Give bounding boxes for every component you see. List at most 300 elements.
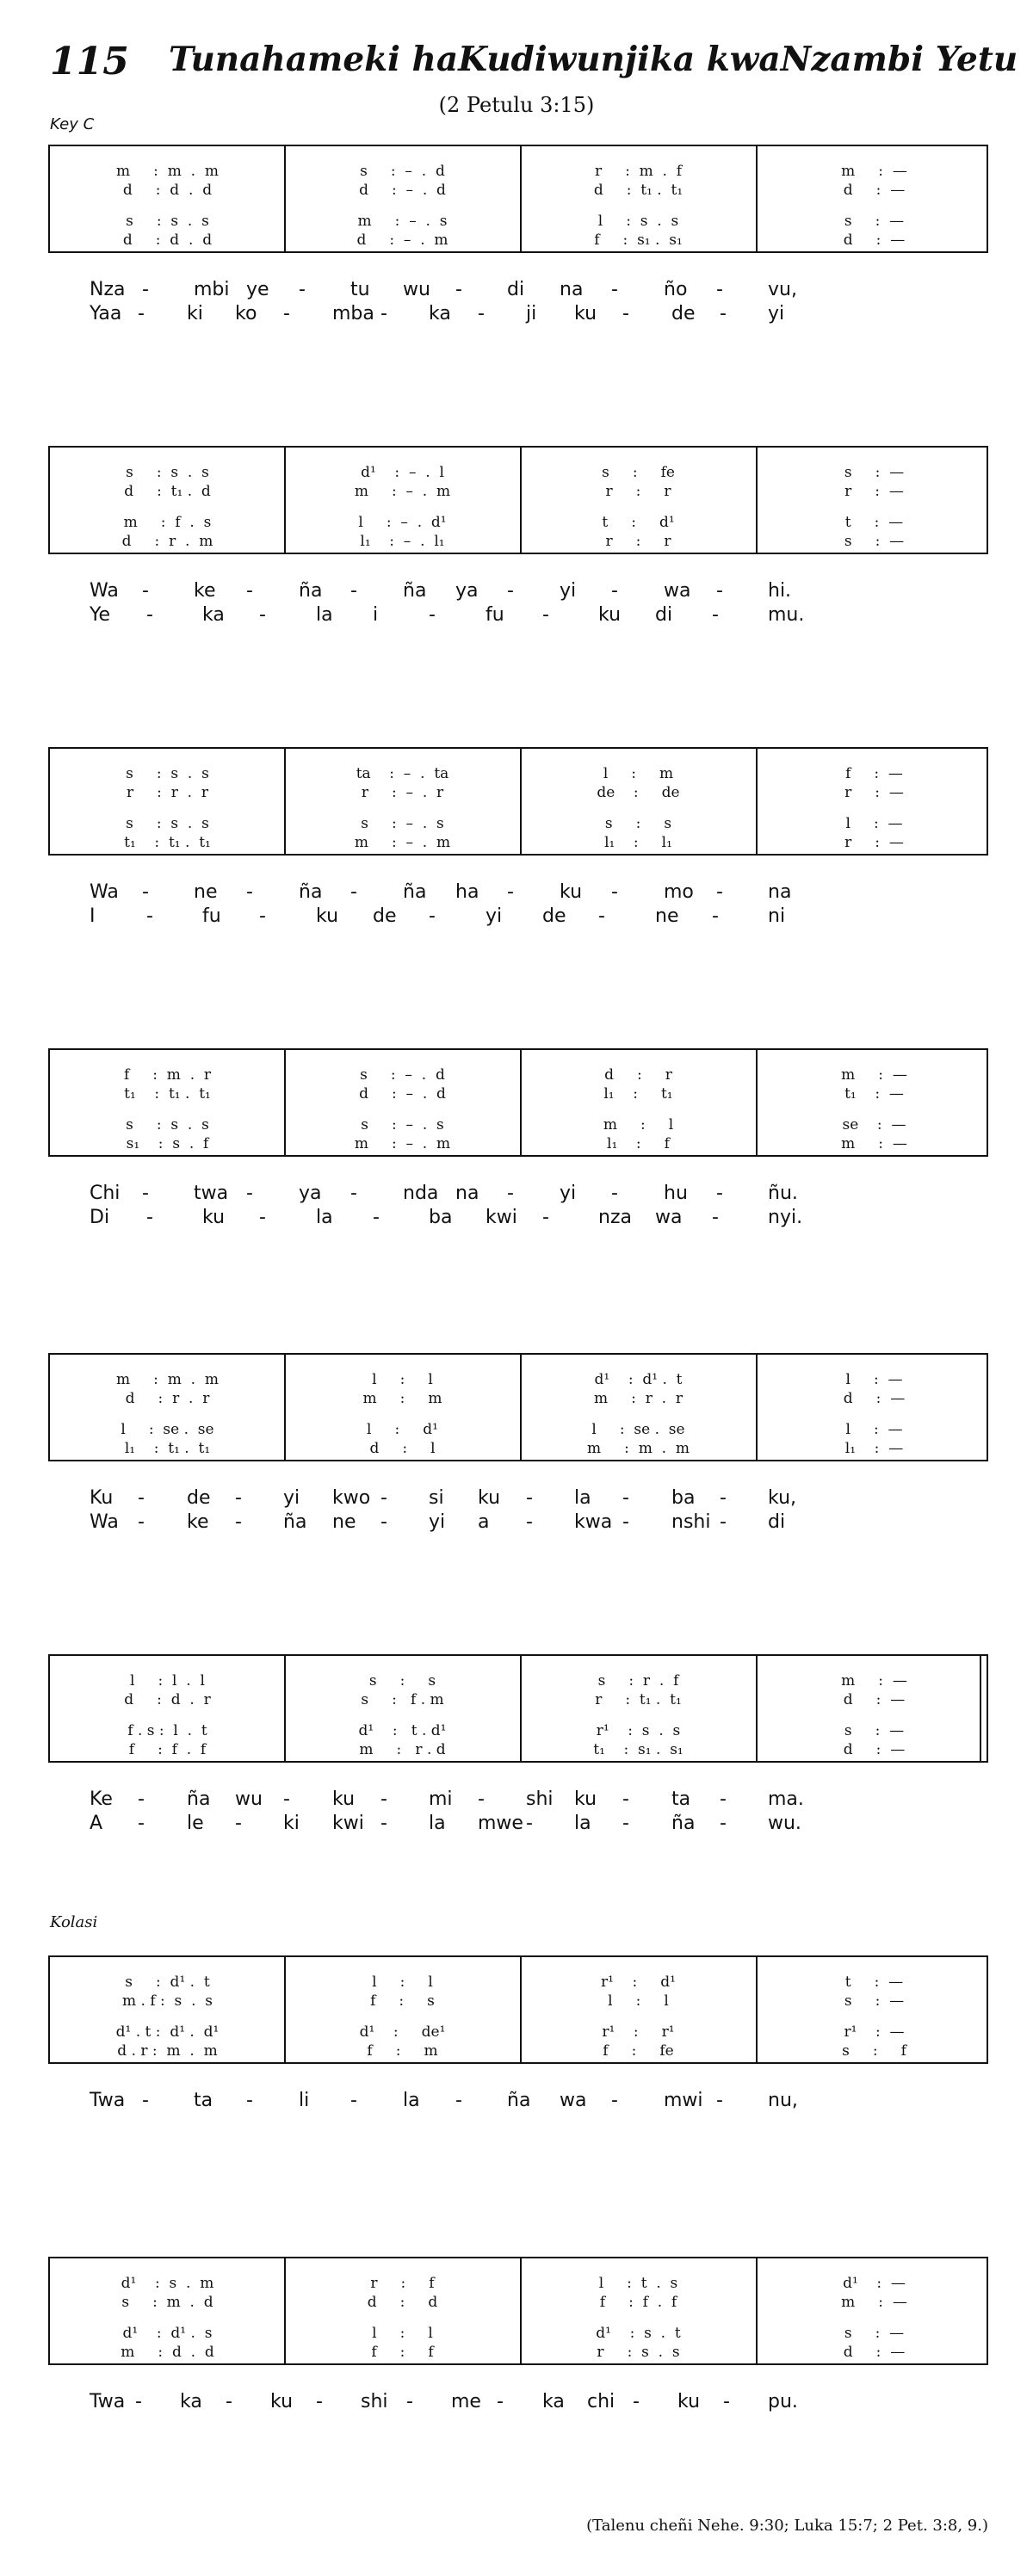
solfa-notes: m : m . m	[587, 1440, 690, 1457]
lyric-syllable: ña	[507, 2090, 531, 2111]
solfa-notes: s : r . f	[597, 1672, 679, 1690]
lyric-syllable: la	[429, 1813, 446, 1834]
solfa-notes: d : —	[843, 1691, 906, 1708]
lyric-syllable: kwo	[332, 1487, 371, 1509]
lyric-syllable: fu	[486, 604, 504, 626]
solfa-notes: l : t . s	[598, 2275, 678, 2292]
lyric-syllable: de	[671, 303, 696, 324]
lyric-syllable: mu.	[768, 604, 805, 626]
lyric-syllable: ña	[403, 881, 427, 903]
solfa-notes: r¹ : d¹	[600, 1974, 676, 1991]
lyric-syllable: nza	[598, 1207, 632, 1228]
lyric-syllable: -	[142, 580, 149, 602]
solfa-notes: f : f . f	[599, 2294, 677, 2311]
lyric-syllable: ki	[283, 1813, 300, 1834]
lyric-syllable: -	[246, 1183, 253, 1204]
solfa-notes: s : —	[844, 2325, 905, 2342]
lyric-syllable: ba	[429, 1207, 453, 1228]
lyric-syllable: yi	[486, 905, 503, 927]
lyric-syllable: ku,	[768, 1487, 796, 1509]
solfa-notes: d : d . d	[122, 232, 213, 249]
lyric-syllable: wu	[403, 279, 430, 300]
lyric-syllable: -	[526, 1511, 533, 1533]
lyric-syllable: yi	[560, 1183, 577, 1204]
lyric-syllable: -	[350, 1183, 357, 1204]
lyric-syllable: Wa	[90, 1511, 119, 1533]
lyric-syllable: wa	[664, 580, 691, 602]
solfa-notes: r : m . f	[594, 163, 683, 180]
solfa-notes: m : – . s	[357, 213, 448, 230]
lyric-syllable: -	[716, 279, 723, 300]
lyric-syllable: pu.	[768, 2391, 798, 2412]
hymn-number: 115	[50, 40, 129, 83]
lyric-syllable: ma.	[768, 1788, 804, 1810]
music-system-8	[48, 2257, 988, 2365]
lyric-syllable: -	[235, 1511, 242, 1533]
lyric-syllable: Di	[90, 1207, 110, 1228]
lyric-syllable: -	[723, 2391, 730, 2412]
solfa-notes: d : —	[843, 182, 906, 199]
lyric-syllable: -	[380, 303, 387, 324]
solfa-notes: l : —	[845, 1371, 903, 1388]
solfa-notes: f : s	[370, 1992, 435, 2010]
solfa-notes: s : —	[844, 533, 905, 550]
solfa-notes: s : —	[844, 1722, 905, 1739]
solfa-notes: r : r	[605, 533, 671, 550]
lyric-syllable: Ye	[90, 604, 111, 626]
lyric-syllable: -	[455, 279, 462, 300]
solfa-notes: s : s . s	[126, 464, 209, 481]
lyric-syllable: -	[720, 1487, 727, 1509]
solfa-notes: s : s	[604, 815, 672, 832]
lyric-syllable: Nza	[90, 279, 126, 300]
lyric-syllable: ña	[299, 580, 323, 602]
solfa-notes: d¹ : d¹ . s	[122, 2325, 213, 2342]
lyric-syllable: -	[246, 881, 253, 903]
lyric-syllable: la	[574, 1813, 591, 1834]
lyric-syllable: ya	[455, 580, 479, 602]
solfa-notes: r¹ : r¹	[602, 2023, 675, 2041]
lyric-syllable: ka	[202, 604, 225, 626]
solfa-notes: de : de	[597, 784, 680, 801]
solfa-notes: r : f	[370, 2275, 435, 2292]
lyric-syllable: -	[259, 1207, 266, 1228]
lyric-syllable: -	[622, 1487, 629, 1509]
lyric-syllable: -	[716, 1183, 723, 1204]
lyric-syllable: -	[380, 1511, 387, 1533]
lyric-syllable: la	[316, 1207, 333, 1228]
lyric-syllable: tu	[350, 279, 370, 300]
lyric-syllable: nshi	[671, 1511, 711, 1533]
lyric-syllable: shi	[361, 2391, 388, 2412]
lyric-syllable: me	[451, 2391, 481, 2412]
solfa-notes: t : —	[844, 1974, 904, 1991]
lyric-syllable: ke	[187, 1511, 209, 1533]
lyric-syllable: ni	[768, 905, 786, 927]
lyric-syllable: ta	[194, 2090, 213, 2111]
lyric-syllable: -	[622, 1511, 629, 1533]
lyric-syllable: nu,	[768, 2090, 798, 2111]
lyric-syllable: -	[138, 303, 145, 324]
solfa-notes: r : r . r	[127, 784, 208, 801]
lyric-syllable: -	[611, 1183, 618, 1204]
lyric-syllable: yi	[283, 1487, 300, 1509]
lyric-syllable: -	[611, 279, 618, 300]
solfa-notes: s : —	[844, 1992, 905, 2010]
lyric-syllable: di	[768, 1511, 786, 1533]
solfa-notes: l : se . se	[121, 1421, 214, 1438]
lyric-syllable: la	[574, 1487, 591, 1509]
lyric-syllable: de	[187, 1487, 211, 1509]
solfa-notes: d : – . d	[359, 1085, 446, 1103]
solfa-notes: s : s	[368, 1672, 436, 1690]
lyric-syllable: chi	[587, 2391, 615, 2412]
solfa-notes: m : f . s	[123, 514, 212, 531]
solfa-notes: l₁ : – . l₁	[360, 533, 445, 550]
solfa-notes: l : —	[845, 815, 903, 832]
lyric-syllable: si	[429, 1487, 444, 1509]
solfa-notes: f : m	[367, 2042, 438, 2060]
solfa-notes: l₁ : l₁	[604, 834, 672, 851]
lyric-syllable: ji	[526, 303, 537, 324]
lyric-syllable: a	[478, 1511, 490, 1533]
solfa-notes: m . f : s . s	[121, 1992, 213, 2010]
solfa-notes: d¹ : t . d¹	[358, 1722, 447, 1739]
lyric-syllable: nyi.	[768, 1207, 803, 1228]
lyric-syllable: nda	[403, 1183, 439, 1204]
solfa-notes: m : – . m	[354, 834, 451, 851]
solfa-notes: d¹ : – . l	[361, 464, 444, 481]
lyric-syllable: -	[598, 905, 605, 927]
lyric-syllable: -	[283, 1788, 290, 1810]
solfa-notes: m : m . m	[116, 1371, 219, 1388]
solfa-notes: r : r	[605, 483, 671, 500]
solfa-notes: t₁ : t₁ . t₁	[124, 834, 211, 851]
solfa-notes: r¹ : —	[844, 2023, 905, 2041]
lyric-syllable: ka	[180, 2391, 202, 2412]
lyric-syllable: -	[283, 303, 290, 324]
lyric-syllable: ñu.	[768, 1183, 798, 1204]
solfa-notes: d : —	[843, 232, 906, 249]
solfa-notes: r : —	[844, 483, 904, 500]
lyric-syllable: -	[712, 604, 719, 626]
lyric-syllable: di	[507, 279, 525, 300]
lyric-syllable: -	[135, 2391, 142, 2412]
solfa-notes: r : – . r	[361, 784, 444, 801]
solfa-notes: d : d . d	[122, 182, 213, 199]
lyric-syllable: ña	[403, 580, 427, 602]
lyric-syllable: ne	[332, 1511, 356, 1533]
lyric-syllable: -	[497, 2391, 504, 2412]
solfa-notes: m : m	[362, 1390, 442, 1407]
lyric-syllable: -	[350, 2090, 357, 2111]
lyric-syllable: -	[507, 580, 514, 602]
lyric-syllable: shi	[526, 1788, 554, 1810]
lyric-syllable: yi	[768, 303, 785, 324]
lyric-syllable: -	[720, 1813, 727, 1834]
solfa-notes: l₁ : —	[844, 1440, 904, 1457]
solfa-notes: l : l	[372, 2325, 433, 2342]
solfa-notes: d¹ : de¹	[359, 2023, 446, 2041]
solfa-notes: f : —	[845, 765, 903, 782]
solfa-notes: s : f	[842, 2042, 906, 2060]
solfa-notes: ta : – . ta	[356, 765, 449, 782]
solfa-notes: s : – . s	[361, 1116, 444, 1134]
lyric-syllable: ne	[655, 905, 679, 927]
lyric-syllable: Wa	[90, 580, 119, 602]
lyric-syllable: kwa	[574, 1511, 613, 1533]
lyric-syllable: vu,	[768, 279, 797, 300]
lyric-syllable: -	[138, 1813, 145, 1834]
solfa-notes: d : t₁ . d	[124, 483, 211, 500]
lyric-syllable: le	[187, 1813, 204, 1834]
solfa-notes: d : r . m	[121, 533, 213, 550]
solfa-notes: d : l	[369, 1440, 436, 1457]
lyric-syllable: -	[542, 604, 549, 626]
solfa-notes: r : —	[844, 784, 904, 801]
solfa-notes: m : l	[603, 1116, 674, 1134]
solfa-notes: m : r . r	[594, 1390, 683, 1407]
lyric-syllable: mi	[429, 1788, 453, 1810]
solfa-notes: s : s . s	[126, 213, 209, 230]
music-system-1	[48, 145, 988, 253]
lyric-syllable: ña	[187, 1788, 211, 1810]
lyric-syllable: -	[507, 1183, 514, 1204]
music-system-3	[48, 747, 988, 856]
solfa-notes: d : —	[843, 2344, 906, 2361]
solfa-notes: s : – . d	[360, 1066, 445, 1084]
lyric-syllable: ka	[429, 303, 451, 324]
lyric-syllable: na	[455, 1183, 479, 1204]
lyric-syllable: -	[246, 580, 253, 602]
lyric-syllable: -	[380, 1788, 387, 1810]
solfa-notes: s : —	[844, 464, 905, 481]
lyric-syllable: ku	[560, 881, 583, 903]
lyric-syllable: -	[142, 881, 149, 903]
lyric-syllable: ta	[671, 1788, 691, 1810]
solfa-notes: m : – . m	[354, 483, 451, 500]
solfa-notes: d : – . m	[356, 232, 448, 249]
solfa-notes: f : f	[371, 2344, 434, 2361]
solfa-notes: f : fe	[603, 2042, 674, 2060]
solfa-notes: d : —	[843, 1741, 906, 1758]
lyric-syllable: mwe	[478, 1813, 523, 1834]
lyric-syllable: ku	[202, 1207, 226, 1228]
lyric-syllable: fu	[202, 905, 221, 927]
solfa-notes: l : m	[603, 765, 674, 782]
lyric-syllable: kwi	[486, 1207, 517, 1228]
solfa-notes: d . r : m . m	[117, 2042, 218, 2060]
lyric-syllable: -	[142, 279, 149, 300]
lyric-syllable: -	[138, 1788, 145, 1810]
solfa-notes: s₁ : s . f	[126, 1135, 209, 1152]
hymn-title: Tunahameki haKudiwunjika kwaNzambi Yetu	[169, 40, 1018, 79]
lyric-syllable: -	[138, 1487, 145, 1509]
solfa-notes: d¹ : s . m	[121, 2275, 214, 2292]
solfa-notes: m : —	[841, 163, 907, 180]
chorus-label: Kolasi	[50, 1913, 98, 1931]
lyric-syllable: ka	[542, 2391, 565, 2412]
scripture-reference: (2 Petulu 3:15)	[438, 93, 595, 117]
lyric-syllable: -	[526, 1487, 533, 1509]
lyric-syllable: yi	[429, 1511, 446, 1533]
lyric-syllable: -	[259, 905, 266, 927]
lyric-syllable: de	[542, 905, 566, 927]
solfa-notes: l₁ : t₁ . t₁	[124, 1440, 211, 1457]
solfa-notes: d¹ : d¹ . t	[594, 1371, 683, 1388]
lyric-syllable: ba	[671, 1487, 696, 1509]
lyric-syllable: kwi	[332, 1813, 364, 1834]
lyric-syllable: -	[542, 1207, 549, 1228]
lyric-syllable: mo	[664, 881, 694, 903]
lyric-syllable: ya	[299, 1183, 322, 1204]
lyric-syllable: la	[316, 604, 333, 626]
lyric-syllable: ku	[270, 2391, 294, 2412]
lyric-syllable: -	[429, 905, 436, 927]
lyric-syllable: -	[259, 604, 266, 626]
lyric-syllable: ku	[574, 303, 597, 324]
solfa-notes: l₁ : f	[607, 1135, 670, 1152]
lyric-syllable: -	[226, 2391, 232, 2412]
solfa-notes: s : d¹ . t	[125, 1974, 210, 1991]
solfa-notes: d : – . d	[359, 182, 446, 199]
solfa-notes: s : —	[844, 213, 905, 230]
solfa-notes: f : s₁ . s₁	[594, 232, 683, 249]
lyric-syllable: ku	[478, 1487, 501, 1509]
lyric-syllable: -	[406, 2391, 413, 2412]
lyric-syllable: mbi	[194, 279, 230, 300]
lyric-syllable: ku	[574, 1788, 597, 1810]
lyric-syllable: -	[373, 1207, 380, 1228]
solfa-notes: r : s . s	[597, 2344, 680, 2361]
lyric-syllable: -	[716, 2090, 723, 2111]
lyric-syllable: -	[720, 303, 727, 324]
lyric-syllable: na	[560, 279, 584, 300]
solfa-notes: l : l	[372, 1974, 433, 1991]
solfa-notes: r : t₁ . t₁	[595, 1691, 682, 1708]
lyric-syllable: -	[299, 279, 306, 300]
lyric-syllable: -	[138, 1511, 145, 1533]
lyric-syllable: yi	[560, 580, 577, 602]
solfa-notes: m : r . d	[359, 1741, 446, 1758]
lyric-syllable: la	[403, 2090, 420, 2111]
solfa-notes: d¹ . t : d¹ . d¹	[115, 2023, 220, 2041]
lyric-syllable: -	[478, 303, 485, 324]
lyric-syllable: -	[720, 1511, 727, 1533]
music-system-7	[48, 1955, 988, 2064]
solfa-notes: t : d¹	[602, 514, 675, 531]
lyric-syllable: -	[146, 1207, 153, 1228]
lyric-syllable: -	[611, 580, 618, 602]
solfa-notes: r¹ : s . s	[596, 1722, 681, 1739]
solfa-notes: d : r	[604, 1066, 672, 1084]
solfa-notes: l : s . s	[597, 213, 679, 230]
lyric-syllable: A	[90, 1813, 103, 1834]
lyric-syllable: -	[455, 2090, 462, 2111]
music-system-5	[48, 1353, 988, 1461]
lyric-syllable: ne	[194, 881, 218, 903]
lyric-syllable: -	[380, 1487, 387, 1509]
solfa-notes: s : s . s	[126, 815, 209, 832]
solfa-notes: m : —	[841, 1135, 907, 1152]
lyric-syllable: ku	[677, 2391, 701, 2412]
lyric-syllable: ko	[235, 303, 257, 324]
lyric-syllable: ña	[671, 1813, 696, 1834]
solfa-notes: f : f . f	[128, 1741, 207, 1758]
lyric-syllable: ño	[664, 279, 688, 300]
solfa-notes: m : d . d	[121, 2344, 214, 2361]
lyric-syllable: ña	[299, 881, 323, 903]
lyric-syllable: -	[146, 604, 153, 626]
solfa-notes: d¹ : s . t	[596, 2325, 681, 2342]
lyric-syllable: -	[350, 881, 357, 903]
solfa-notes: t₁ : t₁ . t₁	[124, 1085, 211, 1103]
lyric-syllable: na	[768, 881, 792, 903]
solfa-notes: l : se . se	[591, 1421, 685, 1438]
lyric-syllable: wa	[655, 1207, 683, 1228]
lyric-syllable: ki	[187, 303, 203, 324]
solfa-notes: l : l	[372, 1371, 433, 1388]
solfa-notes: l₁ : t₁	[603, 1085, 673, 1103]
lyric-syllable: -	[316, 2391, 323, 2412]
solfa-notes: d : d . r	[124, 1691, 211, 1708]
lyric-syllable: -	[380, 1813, 387, 1834]
solfa-notes: f . s : l . t	[127, 1722, 207, 1739]
lyric-syllable: -	[526, 1813, 533, 1834]
solfa-notes: l : – . d¹	[358, 514, 447, 531]
lyric-syllable: de	[373, 905, 397, 927]
lyric-syllable: wu	[235, 1788, 263, 1810]
lyric-syllable: Twa	[90, 2391, 126, 2412]
lyric-syllable: -	[235, 1487, 242, 1509]
solfa-notes: t : —	[844, 514, 904, 531]
footnote-references: (Talenu cheñi Nehe. 9:30; Luka 15:7; 2 Pet. 3:8, 9.)	[586, 2517, 988, 2535]
solfa-notes: l : l . l	[130, 1672, 205, 1690]
lyric-syllable: -	[429, 604, 436, 626]
solfa-notes: m : – . m	[354, 1135, 451, 1152]
lyric-syllable: -	[142, 2090, 149, 2111]
lyric-syllable: di	[655, 604, 673, 626]
music-system-2	[48, 446, 988, 554]
lyric-syllable: i	[373, 604, 379, 626]
lyric-syllable: mwi	[664, 2090, 703, 2111]
lyric-syllable: -	[716, 580, 723, 602]
solfa-notes: s : s . s	[126, 765, 209, 782]
solfa-notes: l : —	[845, 1421, 903, 1438]
lyric-syllable: ku	[332, 1788, 356, 1810]
solfa-notes: s : m . d	[121, 2294, 213, 2311]
lyric-syllable: twa	[194, 1183, 229, 1204]
key-signature: Key C	[50, 115, 95, 133]
lyric-syllable: -	[633, 2391, 640, 2412]
lyric-syllable: li	[299, 2090, 310, 2111]
solfa-notes: s : s . s	[126, 1116, 209, 1134]
lyric-syllable: Wa	[90, 881, 119, 903]
lyric-syllable: -	[235, 1813, 242, 1834]
lyric-syllable: -	[478, 1788, 485, 1810]
lyric-syllable: wa	[560, 2090, 587, 2111]
solfa-notes: m : —	[841, 1066, 907, 1084]
solfa-notes: r : —	[844, 834, 904, 851]
solfa-notes: se : —	[842, 1116, 906, 1134]
lyric-syllable: ha	[455, 881, 479, 903]
solfa-notes: m : —	[841, 2294, 907, 2311]
lyric-syllable: Yaa	[90, 303, 122, 324]
lyric-syllable: -	[507, 881, 514, 903]
solfa-notes: l : d¹	[367, 1421, 438, 1438]
lyric-syllable: ña	[283, 1511, 307, 1533]
solfa-notes: f : m . r	[123, 1066, 212, 1084]
